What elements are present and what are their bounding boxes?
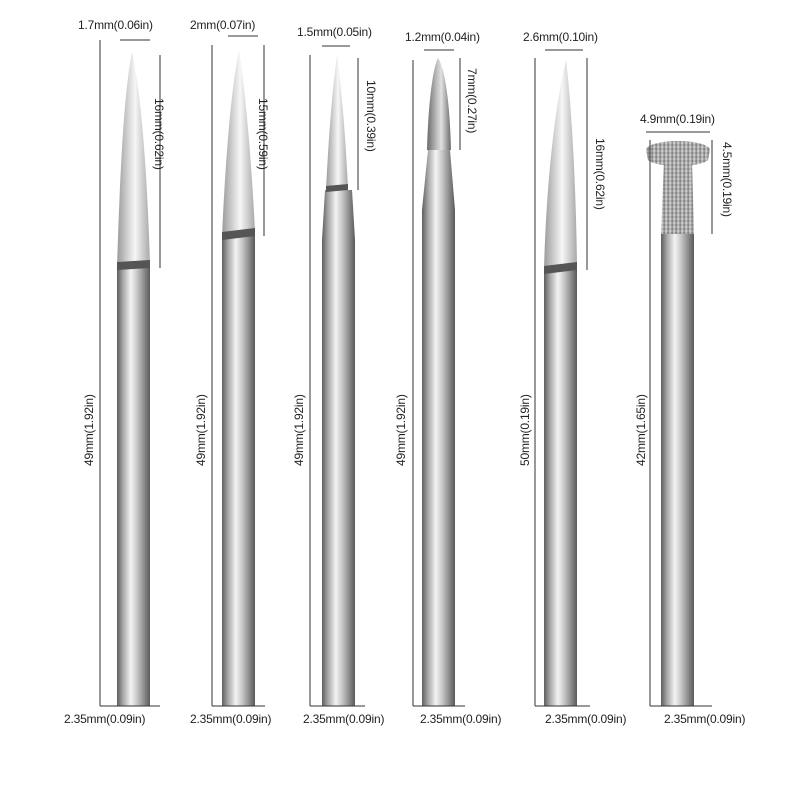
bit-3-shank-diameter-label: 2.35mm(0.09in) <box>303 712 385 726</box>
bit-3-blade <box>326 55 348 190</box>
bit-2-blade <box>222 50 255 236</box>
bit-1-shank-diameter-label: 2.35mm(0.09in) <box>64 712 146 726</box>
bit-6-shank-diameter-label: 2.35mm(0.09in) <box>664 712 746 726</box>
bit-2-shank <box>222 236 255 706</box>
bit-3-shank <box>322 240 355 706</box>
bit-5 <box>544 60 577 706</box>
bit-3-tip-length-label: 10mm(0.39in) <box>364 80 378 152</box>
bit-2-total-length-label: 49mm(1.92in) <box>194 394 208 466</box>
bit-6-shank <box>661 234 694 706</box>
bit-5-blade <box>544 60 577 270</box>
bit-6-tip-width-label: 4.9mm(0.19in) <box>640 112 715 126</box>
bit-4-tip-length-label: 7mm(0.27in) <box>465 68 479 134</box>
bit-1-tip-length-label: 16mm(0.62in) <box>152 98 166 170</box>
bit-2-tip-length-label: 15mm(0.59in) <box>256 98 270 170</box>
bit-4-shank <box>422 210 455 706</box>
bit-2-shank-diameter-label: 2.35mm(0.09in) <box>190 712 272 726</box>
bit-4-shank-diameter-label: 2.35mm(0.09in) <box>420 712 502 726</box>
bit-6-tip-length-label: 4.5mm(0.19in) <box>720 142 734 217</box>
bit-6 <box>646 141 710 706</box>
bit-1-blade <box>117 52 150 268</box>
dimension-lines <box>100 36 712 706</box>
bit-1-shank <box>117 268 150 706</box>
bit-5-shank <box>544 270 577 706</box>
bit-4-collar <box>422 150 455 210</box>
bit-3-total-length-label: 49mm(1.92in) <box>292 394 306 466</box>
bit-5-total-length-label: 50mm(0.19in) <box>518 394 532 466</box>
bit-4-cone <box>427 58 451 150</box>
bit-6-wheel-side <box>646 150 710 166</box>
bit-1 <box>117 52 150 706</box>
bit-6-total-length-label: 42mm(1.65in) <box>634 394 648 466</box>
bit-4-tip-width-label: 1.2mm(0.04in) <box>405 30 480 44</box>
bit-2 <box>222 50 255 706</box>
bit-5-tip-length-label: 16mm(0.62in) <box>593 138 607 210</box>
bit-3-collar <box>322 190 355 240</box>
bit-1-tip-width-label: 1.7mm(0.06in) <box>78 18 153 32</box>
bit-5-shank-diameter-label: 2.35mm(0.09in) <box>545 712 627 726</box>
bit-3-tip-width-label: 1.5mm(0.05in) <box>297 25 372 39</box>
bit-6-neck <box>661 160 694 234</box>
bit-3 <box>322 55 355 706</box>
bit-1-total-length-label: 49mm(1.92in) <box>82 394 96 466</box>
bit-4-total-length-label: 49mm(1.92in) <box>394 394 408 466</box>
bit-5-tip-width-label: 2.6mm(0.10in) <box>523 30 598 44</box>
bit-2-tip-width-label: 2mm(0.07in) <box>190 18 256 32</box>
bit-4 <box>422 58 455 706</box>
